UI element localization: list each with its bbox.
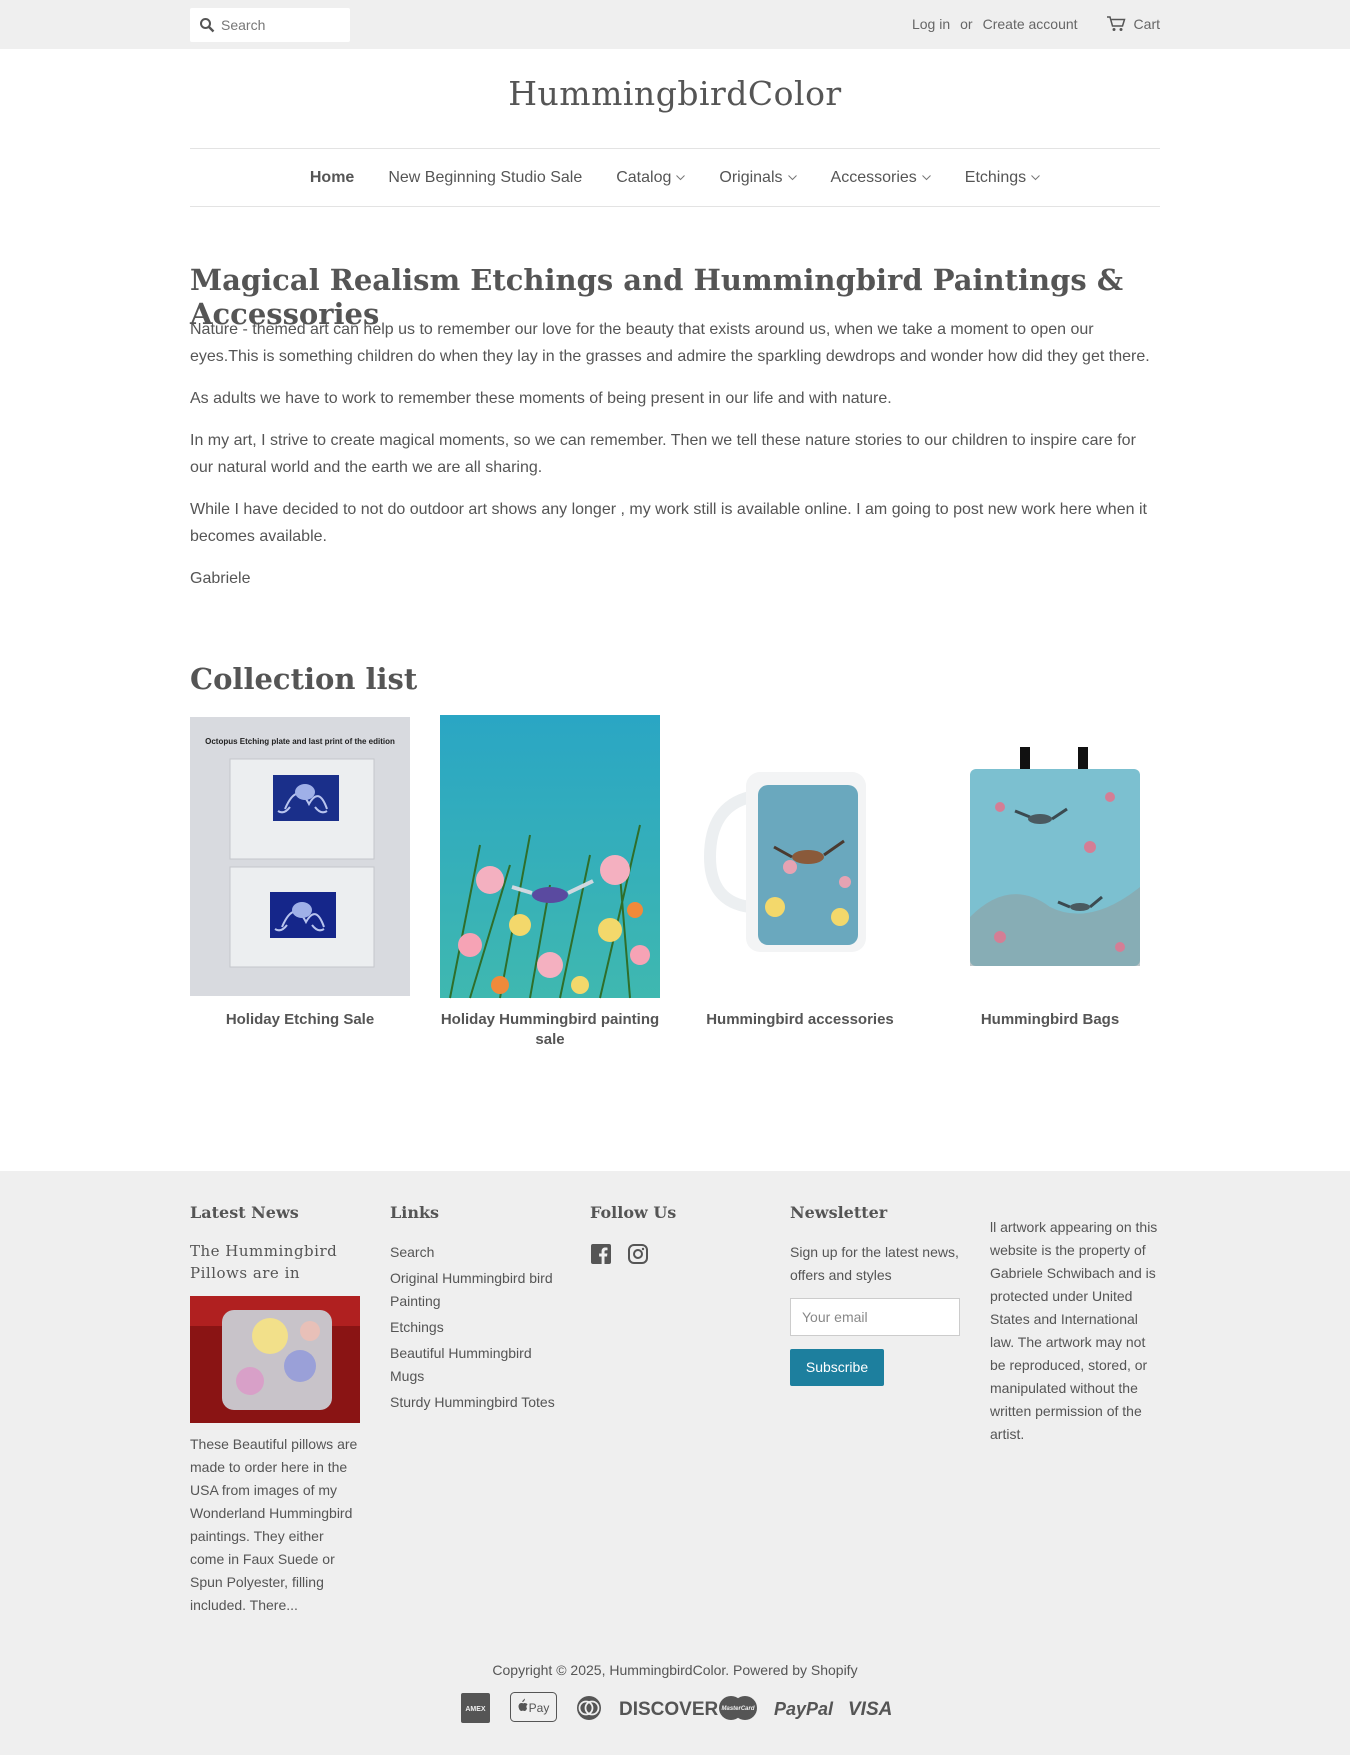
- instagram-icon[interactable]: [628, 1244, 648, 1264]
- latest-news-heading: Latest News: [190, 1203, 299, 1222]
- cart-label: Cart: [1133, 16, 1160, 32]
- tote-bag-collection-image: [940, 717, 1160, 996]
- newsletter-text: Sign up for the latest news, offers and styles: [790, 1244, 959, 1283]
- cart-icon: [1106, 16, 1126, 32]
- collection-list-title: Collection list: [190, 662, 418, 696]
- footer-link[interactable]: Etchings: [390, 1319, 444, 1335]
- mug-collection-image: [690, 717, 910, 996]
- collection-label: Hummingbird accessories: [706, 1011, 894, 1028]
- cart-link[interactable]: [1106, 16, 1160, 32]
- main-nav: [190, 148, 1160, 207]
- apple-pay-icon: [510, 1692, 557, 1722]
- nav-label: Accessories: [830, 168, 917, 186]
- collection-label: Hummingbird Bags: [980, 1011, 1120, 1028]
- diners-club-icon: [575, 1693, 603, 1723]
- account-links: [912, 16, 1160, 32]
- paragraph: In my art, I strive to create magical moments, so we can remember. Then we tell these nature stories to our children to inspire care for our natural world and the earth we are all sharing.: [190, 432, 1136, 476]
- collection-card-bags[interactable]: [940, 717, 1160, 1028]
- mastercard-icon: [718, 1693, 758, 1723]
- newsletter-email-input[interactable]: Your email: [790, 1298, 960, 1336]
- collection-label: Holiday Etching Sale: [225, 1011, 375, 1028]
- footer-links-list: [390, 1241, 565, 1417]
- footer-link[interactable]: Beautiful Hummingbird Mugs: [390, 1345, 532, 1384]
- search-input[interactable]: [190, 8, 350, 42]
- collection-card-etching-sale[interactable]: [190, 717, 410, 1028]
- nav-label: Etchings: [964, 168, 1027, 186]
- collection-card-painting-sale[interactable]: [440, 715, 660, 1048]
- nav-label: Home: [309, 168, 355, 186]
- search-placeholder: Search: [221, 17, 266, 33]
- nav-item-catalog[interactable]: [616, 169, 685, 187]
- nav-item-studio-sale[interactable]: [388, 169, 582, 187]
- page-headline: Magical Realism Etchings and Hummingbird Paintings & Accessories: [190, 263, 1123, 331]
- or-text: or: [960, 16, 973, 32]
- nav-label: Catalog: [616, 168, 672, 186]
- amex-icon: [461, 1693, 490, 1723]
- login-link[interactable]: Log in: [911, 16, 951, 32]
- apple-pay-label: Pay: [528, 1701, 550, 1715]
- facebook-icon[interactable]: [591, 1244, 611, 1264]
- signature: Gabriele: [190, 570, 251, 587]
- footer-link[interactable]: Search: [390, 1244, 435, 1260]
- chevron-down-icon: [922, 175, 931, 181]
- nav-item-originals[interactable]: [719, 169, 796, 187]
- top-bar: [0, 0, 1350, 49]
- news-excerpt: These Beautiful pillows are made to order here in the USA from images of my Wonderland Hummingbird paintings. They either come in Faux Suede or Spun Polyester, filling included. There...: [190, 1436, 358, 1613]
- nav-item-home[interactable]: [310, 169, 354, 187]
- footer-link[interactable]: Original Hummingbird bird Painting: [390, 1270, 553, 1309]
- collection-label: Holiday Hummingbird painting sale: [440, 1011, 660, 1048]
- search-icon: [199, 17, 215, 33]
- copyright-line: Copyright © 2025, HummingbirdColor. Powered by Shopify: [492, 1662, 858, 1678]
- site-title[interactable]: HummingbirdColor: [508, 74, 842, 113]
- follow-us-heading: Follow Us: [590, 1203, 677, 1222]
- intro-text: [190, 316, 1160, 607]
- footer-link[interactable]: Sturdy Hummingbird Totes: [390, 1394, 555, 1410]
- subscribe-button[interactable]: Subscribe: [790, 1349, 884, 1386]
- paragraph: As adults we have to work to remember these moments of being present in our life and with nature.: [190, 390, 892, 407]
- links-heading: Links: [390, 1203, 440, 1222]
- nav-label: Originals: [719, 168, 783, 186]
- discover-icon: [619, 1693, 719, 1723]
- pillow-news-image[interactable]: [190, 1296, 360, 1423]
- chevron-down-icon: [676, 175, 685, 181]
- visa-icon: [848, 1693, 894, 1723]
- mastercard-label: MasterCard: [721, 1706, 755, 1712]
- collection-card-accessories[interactable]: [690, 717, 910, 1028]
- paypal-label: PayPal: [774, 1699, 834, 1719]
- newsletter-heading: Newsletter: [790, 1203, 888, 1222]
- etching-image-caption: Octopus Etching plate and last print of the edition: [205, 737, 395, 746]
- chevron-down-icon: [788, 175, 797, 181]
- nav-label: New Beginning Studio Sale: [388, 168, 583, 186]
- nav-item-etchings[interactable]: [965, 169, 1040, 187]
- paragraph: While I have decided to not do outdoor art shows any longer , my work still is available online. I am going to post new work here when it becomes available.: [190, 501, 1147, 545]
- amex-label: AMEX: [465, 1706, 486, 1713]
- paypal-icon: [774, 1693, 834, 1723]
- etching-collection-image: [190, 717, 410, 996]
- news-post-title[interactable]: The Hummingbird Pillows are in: [190, 1242, 338, 1282]
- nav-item-accessories[interactable]: [831, 169, 931, 187]
- chevron-down-icon: [1031, 175, 1040, 181]
- painting-collection-image: [440, 715, 660, 998]
- discover-label: DISCOVER: [619, 1699, 719, 1720]
- create-account-link[interactable]: Create account: [982, 16, 1078, 32]
- visa-label: VISA: [848, 1699, 893, 1720]
- paragraph: Nature - themed art can help us to remember our love for the beauty that exists around us, when we take a moment to open our eyes.This is something children do when they lay in the grasses and admire the sparkling dewdrops and wonder how did they get there.: [190, 321, 1150, 365]
- copyright-notice: ll artwork appearing on this website is the property of Gabriele Schwibach and is protected under United States and International law. The artwork may not be reproduced, stored, or manipulated without the written permission of the artist.: [990, 1219, 1158, 1442]
